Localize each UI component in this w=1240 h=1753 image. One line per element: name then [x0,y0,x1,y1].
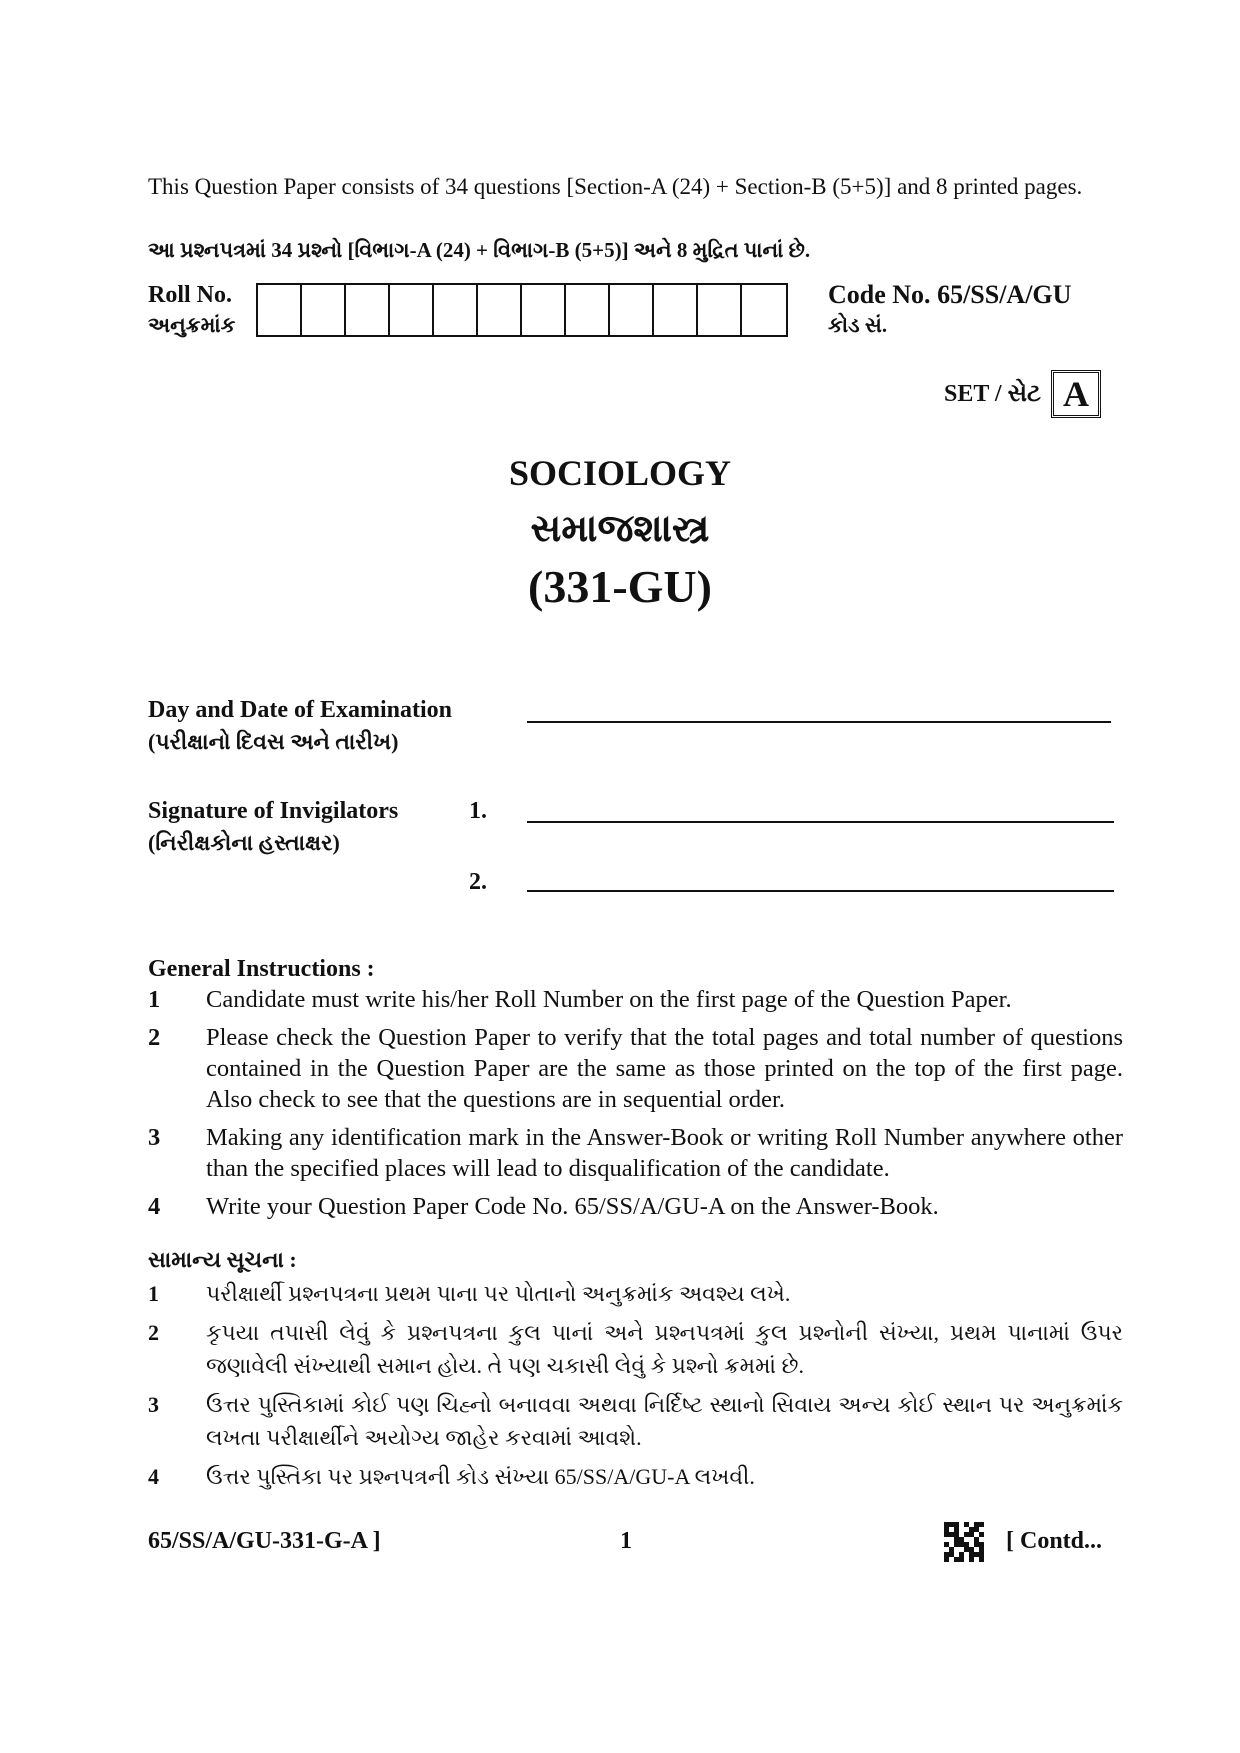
instruction-text: Candidate must write his/her Roll Number on the first page of the Question Paper. [206,986,1012,1013]
instruction-text: Write your Question Paper Code No. 65/SS/A/GU-A on the Answer-Book. [206,1193,939,1220]
footer-paper-code: 65/SS/A/GU-331-G-A ] [148,1528,381,1554]
instruction-number: 2 [148,1320,159,1345]
roll-number-boxes[interactable] [256,283,788,337]
instruction-text: પરીક્ષાર્થી પ્રશ્નપત્રના પ્રથમ પાના પર પોતાનો અનુક્રમાંક અવશ્ય લખે. [206,1281,791,1306]
instruction-item-en [148,1022,1123,1115]
instruction-text: Please check the Question Paper to verify that the total pages and total number of questions contained in the Question Paper are the same as those printed on the top of the first page. Also check to see that the questions are in sequential order. [206,1024,1123,1113]
instruction-text: ઉત્તર પુસ્તિકામાં કોઈ પણ ચિહ્નો બનાવવા અથવા નિર્દિષ્ટ સ્થાનો સિવાય અન્ય કોઈ સ્થાન પર અનુક્રમાંક લખતા પરીક્ષાર્થીને અયોગ્ય જાહેર કરવામાં આવશે. [206,1392,1123,1450]
page-number: 1 [620,1528,632,1554]
exam-date-label [148,694,452,758]
instruction-text: ઉત્તર પુસ્તિકા પર પ્રશ્નપત્રની કોડ સંખ્યા 65/SS/A/GU-A લખવી. [206,1464,755,1489]
instruction-text: કૃપયા તપાસી લેવું કે પ્રશ્નપત્રના કુલ પાનાં અને પ્રશ્નપત્રમાં કુલ પ્રશ્નોની સંખ્યા, પ્રથમ પાનામાં ઉપર જણાવેલી સંખ્યાથી સમાન હોય. તે પણ ચકાસી લેવું કે પ્રશ્નો ક્રમમાં છે. [206,1320,1123,1378]
instruction-item-gu [148,1316,1123,1382]
roll-label-gu: અનુક્રમાંક [148,313,236,337]
paper-intro-gu: આ પ્રશ્નપત્રમાં 34 પ્રશ્નો [વિભાગ-A (24) + વિભાગ-B (5+5)] અને 8 મુદ્રિત પાનાં છે. [148,238,811,262]
subject-title-en: SOCIOLOGY [508,453,732,493]
qr-code-icon [944,1522,984,1562]
roll-number-box[interactable] [566,285,610,335]
code-block [828,280,1071,340]
paper-intro-en: This Question Paper consists of 34 questions [Section-A (24) + Section-B (5+5)] and 8 printed pages. [148,174,1083,199]
subject-title-gu: સમાજશાસ્ત્ર [530,508,710,550]
instruction-number: 1 [148,986,161,1013]
roll-number-box[interactable] [434,285,478,335]
invigilator-label-gu: (નિરીક્ષકોના હસ્તાક્ષર) [148,830,340,855]
instructions-list-gu [148,1277,1123,1499]
subject-code: (331-GU) [528,561,712,612]
roll-number-box[interactable] [742,285,786,335]
roll-label [148,280,235,340]
code-label-en: Code No. [828,280,931,309]
instruction-item-gu [148,1277,1123,1310]
signature-number-2: 2. [469,869,487,895]
invigilator-label-en: Signature of Invigilators [148,798,399,824]
general-instructions-title-gu: સામાન્ય સૂચના : [148,1247,297,1272]
signature-line-1[interactable] [527,821,1114,823]
roll-number-box[interactable] [478,285,522,335]
exam-date-label-en: Day and Date of Examination [148,697,453,723]
set-label: SET / સેટ [944,380,1042,407]
instruction-item-gu [148,1388,1123,1454]
instruction-number: 4 [148,1193,161,1220]
instruction-number: 2 [148,1024,161,1051]
roll-number-box[interactable] [258,285,302,335]
signature-number-1: 1. [469,798,487,824]
roll-number-box[interactable] [390,285,434,335]
instructions-list-en [148,984,1123,1229]
instruction-item-gu [148,1460,1123,1493]
roll-number-box[interactable] [302,285,346,335]
set-indicator [944,370,1101,418]
invigilator-signature-label [148,795,398,859]
roll-number-box[interactable] [698,285,742,335]
roll-label-en: Roll No. [148,282,232,308]
instruction-number: 3 [148,1392,159,1417]
roll-number-box[interactable] [346,285,390,335]
instruction-text: Making any identification mark in the Answer-Book or writing Roll Number anywhere other than the specified places will lead to disqualification of the candidate. [206,1124,1123,1182]
code-label-gu: કોડ સં. [828,313,888,337]
footer-contd: [ Contd... [1006,1528,1103,1554]
set-value-box: A [1051,370,1101,418]
instruction-number: 3 [148,1124,161,1151]
exam-date-line[interactable] [527,721,1111,723]
roll-number-box[interactable] [522,285,566,335]
instruction-item-en [148,1191,1123,1222]
instruction-number: 4 [148,1464,159,1489]
general-instructions-title: General Instructions : [148,956,375,982]
roll-number-box[interactable] [654,285,698,335]
signature-line-2[interactable] [527,890,1114,892]
instruction-item-en [148,1122,1123,1184]
instruction-item-en [148,984,1123,1015]
exam-date-label-gu: (પરીક્ષાનો દિવસ અને તારીખ) [148,729,399,754]
code-value: 65/SS/A/GU [937,280,1072,309]
roll-number-box[interactable] [610,285,654,335]
instruction-number: 1 [148,1281,159,1306]
